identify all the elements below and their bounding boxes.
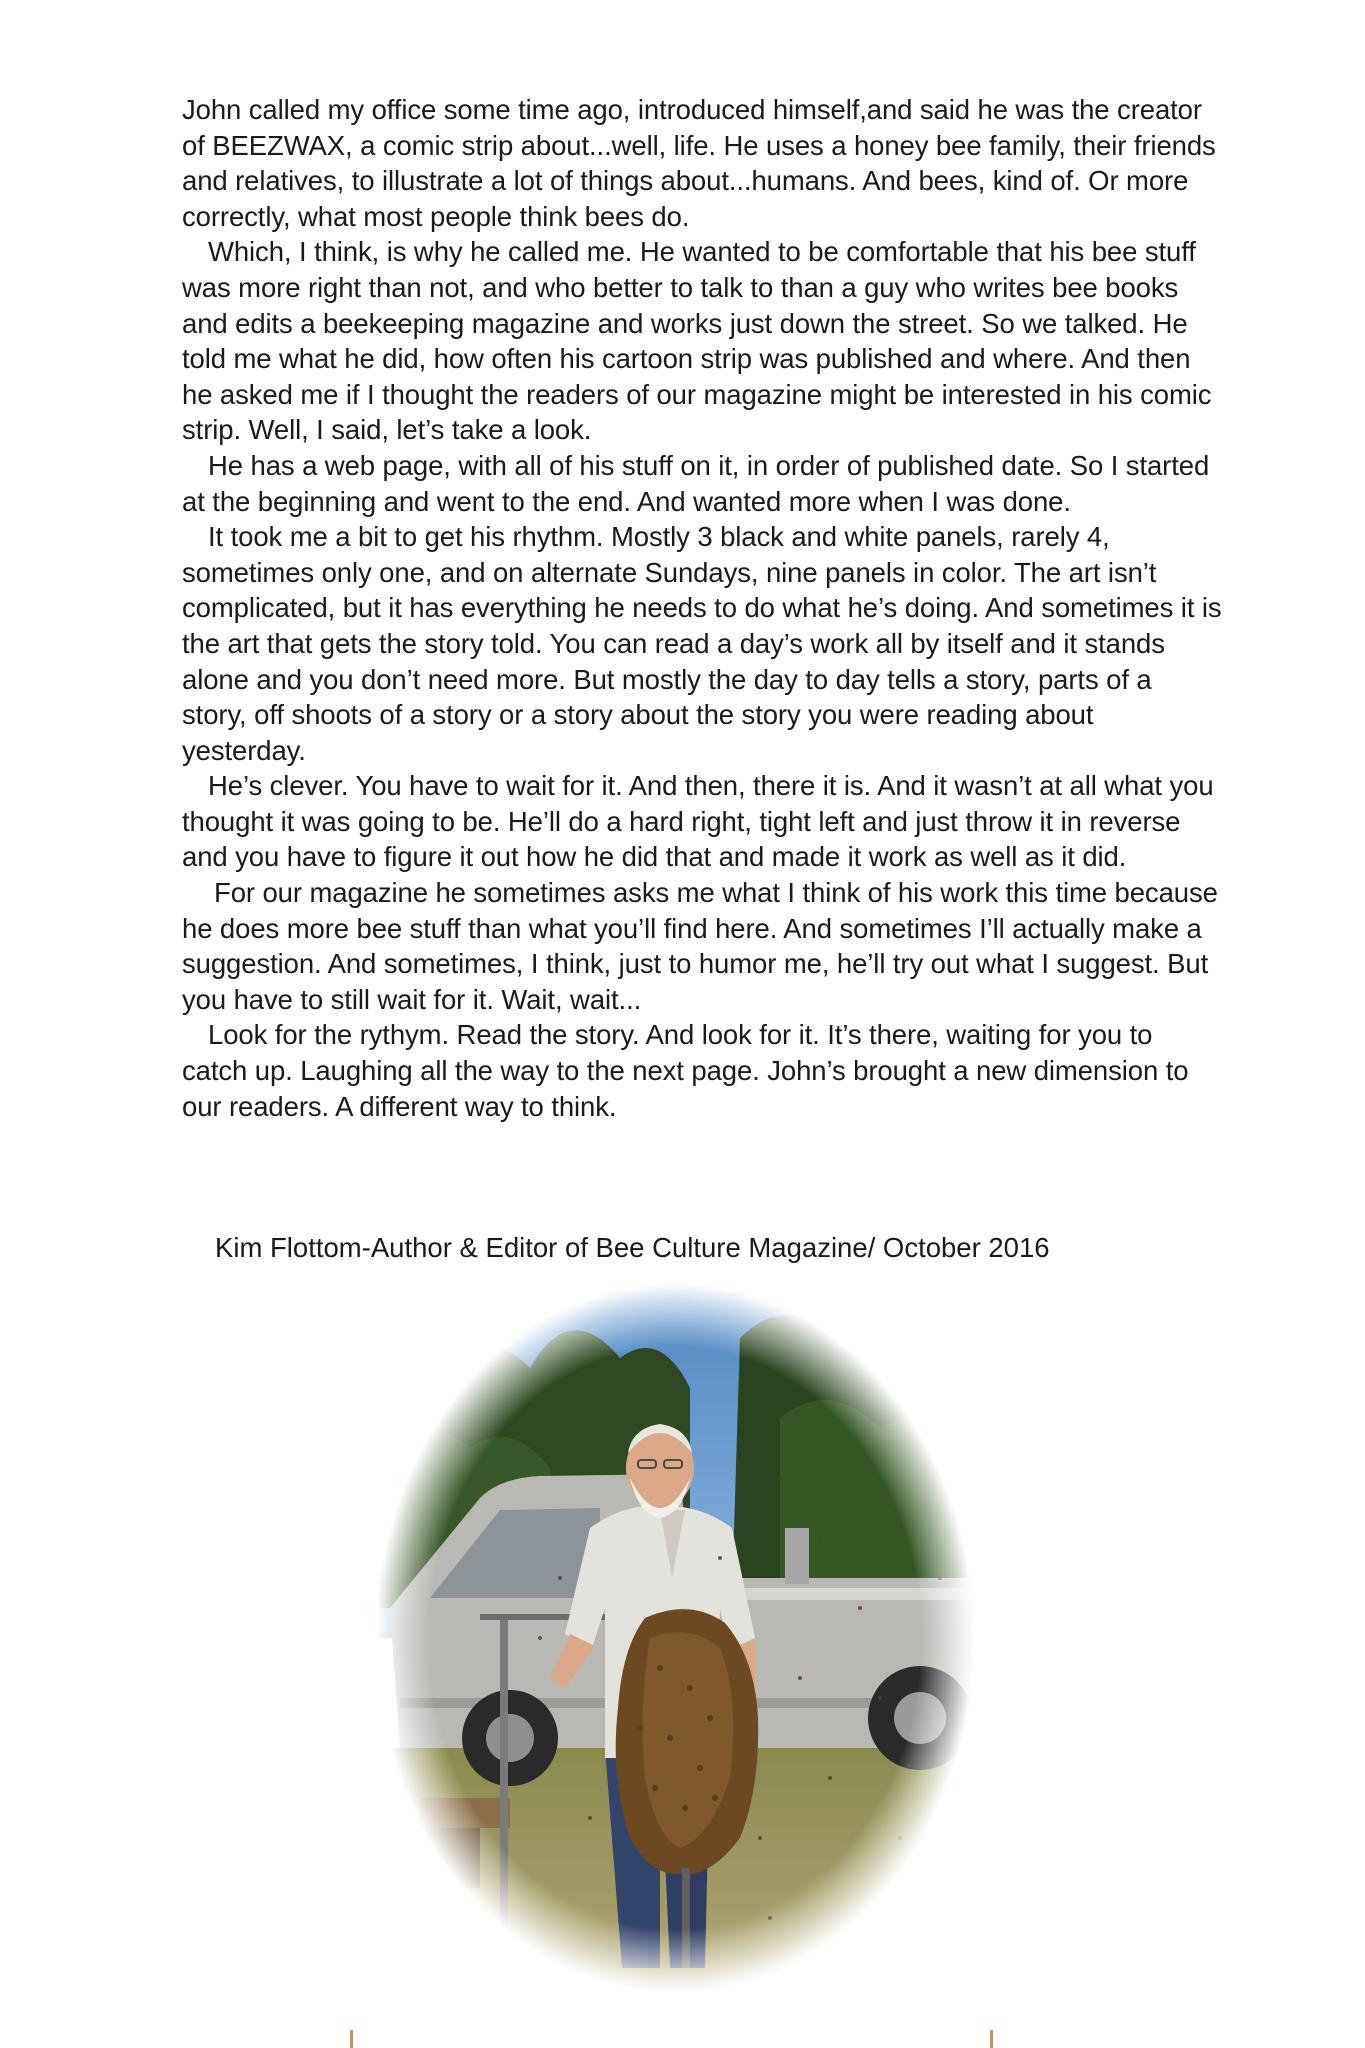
article-paragraph: Which, I think, is why he called me. He wanted to be comfortable that his bee stuff was more right than not, and who better to talk to than a guy who writes bee books and edits a beekeeping magazine and works just down the street. So we talked. He told me what he did, how often his cartoon strip was published and where. And then he asked me if I thought the readers of our magazine might be interested in his comic strip. Well, I said, let’s take a look. bbox=[182, 236, 1212, 446]
beekeeper-photo-icon bbox=[360, 1278, 990, 1998]
article-paragraph: He has a web page, with all of his stuff on it, in order of published date. So I started at the beginning and went to the end. And wanted more when I was done. bbox=[182, 449, 1210, 517]
article-body bbox=[182, 92, 1222, 1124]
article-paragraph: John called my office some time ago, introduced himself,and said he was the creator of BEEZWAX, a comic strip about...well, life. He uses a honey bee family, their friends and relatives, to illustrate a lot of things about...humans. And bees, kind of. Or more correctly, what most people think bees do. bbox=[182, 94, 1216, 232]
article-paragraph: Look for the rythym. Read the story. And look for it. It’s there, waiting for you to catch up. Laughing all the way to the next page. John’s brought a new dimension to our readers. A different way to think. bbox=[182, 1019, 1189, 1122]
article-paragraph: For our magazine he sometimes asks me what I think of his work this time because he does more bee stuff than what you’ll find here. And sometimes I’ll actually make a suggestion. And sometimes, I think, just to humor me, he’ll try out what I suggest. But you have to still wait for it. Wait, wait... bbox=[182, 877, 1218, 1015]
article-paragraph: He’s clever. You have to wait for it. And then, there it is. And it wasn’t at all what you thought it was going to be. He’ll do a hard right, tight left and just throw it in reverse and you have to figure it out how he did that and made it work as well as it did. bbox=[182, 770, 1214, 873]
article-paragraph: It took me a bit to get his rhythm. Mostly 3 black and white panels, rarely 4, sometimes only one, and on alternate Sundays, nine panels in color. The art isn’t complicated, but it has everything he needs to do what he’s doing. And sometimes it is the art that gets the story told. You can read a day’s work all by itself and it stands alone and you don’t need more. But mostly the day to day tells a story, parts of a story, off shoots of a story or a story about the story you were reading about yesterday. bbox=[182, 521, 1222, 766]
page-edge-mark bbox=[990, 2030, 993, 2048]
author-signature: Kim Flottom-Author & Editor of Bee Culture Magazine/ October 2016 bbox=[215, 1232, 1050, 1263]
page-edge-mark bbox=[350, 2030, 353, 2048]
